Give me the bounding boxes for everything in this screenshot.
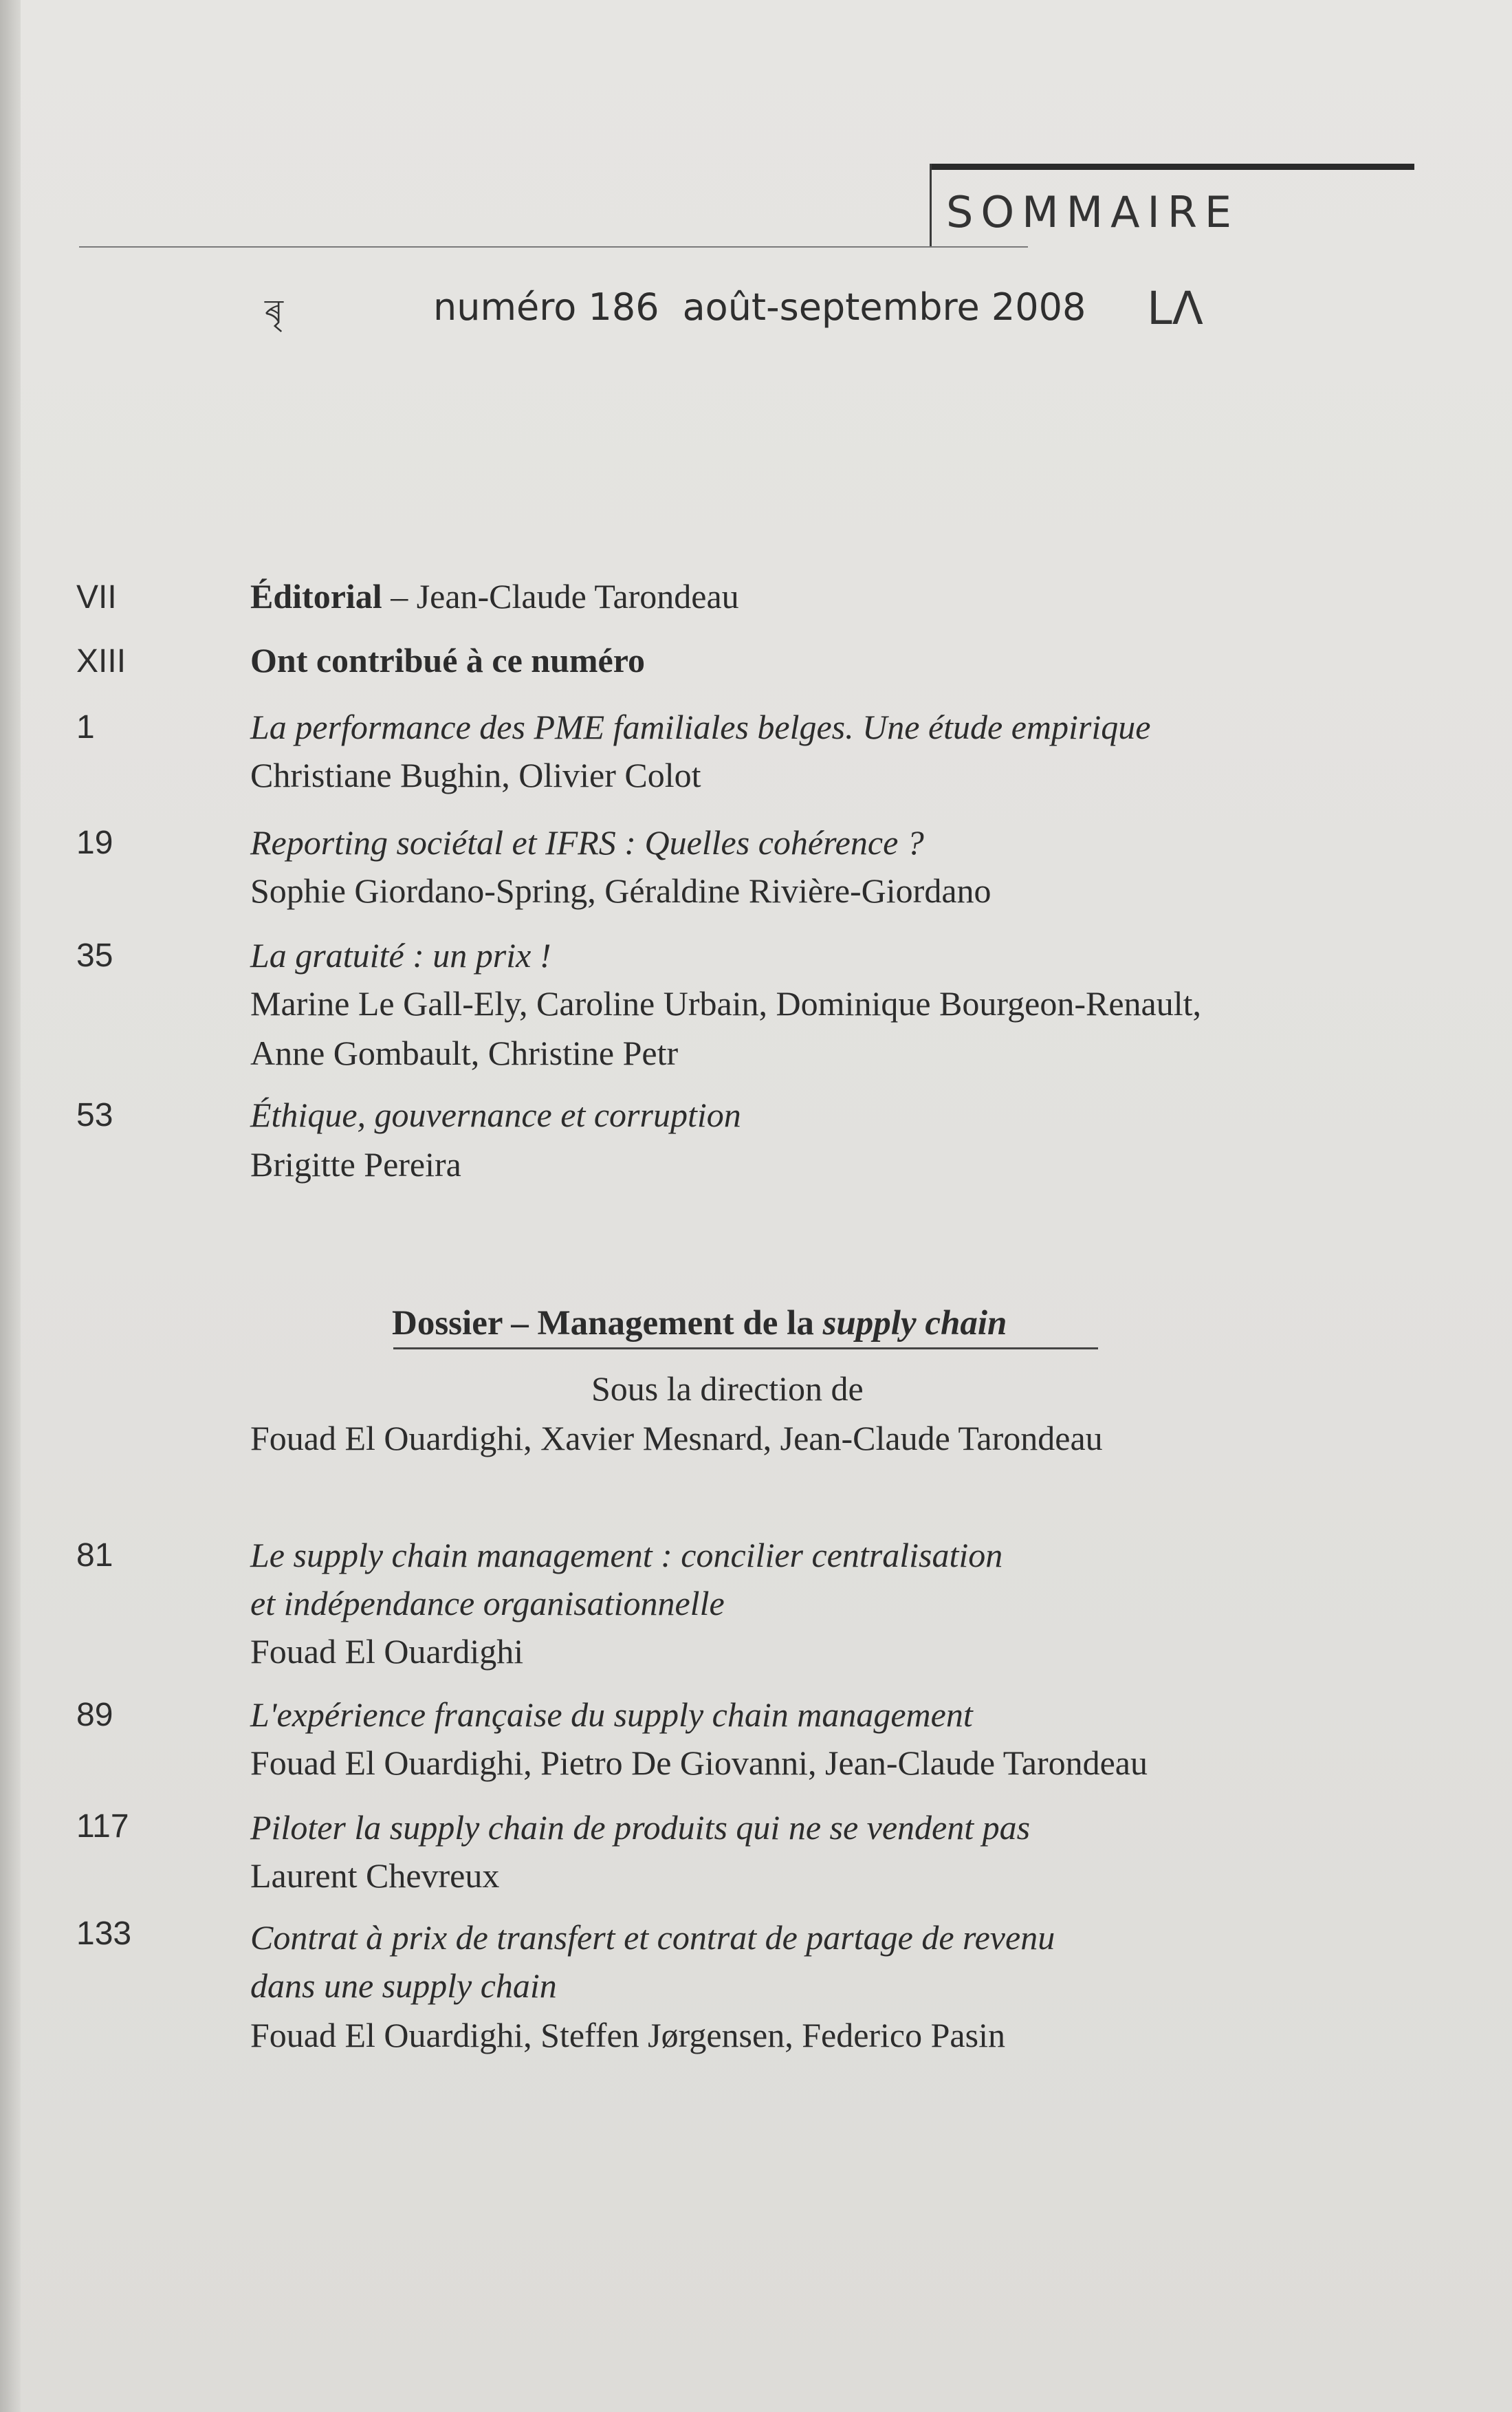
toc-page-number: 81 (76, 1537, 113, 1574)
issue-date: août-septembre 2008 (682, 285, 1086, 329)
header-rule-thick (930, 164, 1414, 170)
toc-page-number: 117 (76, 1808, 129, 1845)
header-rule-vertical (930, 164, 932, 248)
dossier-heading (392, 1303, 1007, 1343)
toc-page-number: 35 (76, 937, 113, 974)
toc-entry-authors: Fouad El Ouardighi (250, 1632, 524, 1671)
dossier-heading-underline (393, 1347, 1098, 1349)
toc-entry-authors: Sophie Giordano-Spring, Géraldine Rivière-Giordano (250, 871, 991, 910)
header-rule-thin (79, 246, 1028, 248)
dossier-editors: Fouad El Ouardighi, Xavier Mesnard, Jean-Claude Tarondeau (250, 1419, 1103, 1457)
toc-entry-authors: Brigitte Pereira (250, 1145, 461, 1184)
toc-entry-contributors[interactable]: Ont contribué à ce numéro (250, 641, 646, 680)
toc-entry-title-cont[interactable]: dans une supply chain (250, 1966, 557, 2005)
handwritten-mark-left: ৰৃ (265, 292, 284, 331)
toc-entry-title-cont[interactable]: et indépendance organisationnelle (250, 1584, 725, 1622)
toc-page-number: 53 (76, 1097, 113, 1133)
toc-entry-title[interactable]: La performance des PME familiales belges. Une étude empirique (250, 708, 1151, 746)
dossier-heading-prefix: Dossier – Management de la (392, 1304, 823, 1343)
toc-entry-title[interactable]: L'expérience française du supply chain management (250, 1695, 973, 1734)
toc-page-number: VII (76, 579, 117, 616)
toc-entry-title[interactable]: La gratuité : un prix ! (250, 936, 551, 975)
toc-entry-title[interactable]: Piloter la supply chain de produits qui ne se vendent pas (250, 1808, 1031, 1847)
toc-entry-authors: Laurent Chevreux (250, 1856, 500, 1895)
entry-title-bold: Éditorial (250, 577, 382, 616)
toc-entry-title[interactable]: Éthique, gouvernance et corruption (250, 1096, 741, 1134)
page-title: SOMMAIRE (946, 187, 1240, 237)
toc-entry-title[interactable]: Le supply chain management : concilier centralisation (250, 1536, 1003, 1574)
toc-entry-authors: Marine Le Gall-Ely, Caroline Urbain, Dominique Bourgeon-Renault, (250, 984, 1201, 1023)
dossier-heading-italic: supply chain (822, 1304, 1007, 1343)
toc-page-number: 133 (76, 1915, 132, 1952)
issue-number: numéro 186 (433, 285, 659, 329)
entry-title-rest: – Jean-Claude Tarondeau (382, 577, 739, 616)
issue-line (433, 285, 1086, 329)
book-spine-shadow (0, 0, 21, 2412)
dossier-direction-label: Sous la direction de (591, 1369, 864, 1408)
toc-entry-authors: Fouad El Ouardighi, Pietro De Giovanni, Jean-Claude Tarondeau (250, 1743, 1148, 1782)
toc-page-number: 1 (76, 709, 95, 746)
toc-page-number: XIII (76, 643, 127, 680)
toc-entry-title[interactable]: Reporting sociétal et IFRS : Quelles cohérence ? (250, 823, 924, 862)
toc-entry-authors: Anne Gombault, Christine Petr (250, 1034, 679, 1072)
handwritten-mark-right: LΛ (1147, 282, 1203, 335)
toc-entry-editorial[interactable] (250, 576, 739, 616)
toc-page-number: 89 (76, 1697, 113, 1733)
toc-entry-authors: Christiane Bughin, Olivier Colot (250, 756, 701, 794)
toc-entry-title[interactable]: Contrat à prix de transfert et contrat de partage de revenu (250, 1918, 1055, 1957)
toc-page-number: 19 (76, 825, 113, 861)
toc-entry-authors: Fouad El Ouardighi, Steffen Jørgensen, Federico Pasin (250, 2016, 1005, 2054)
